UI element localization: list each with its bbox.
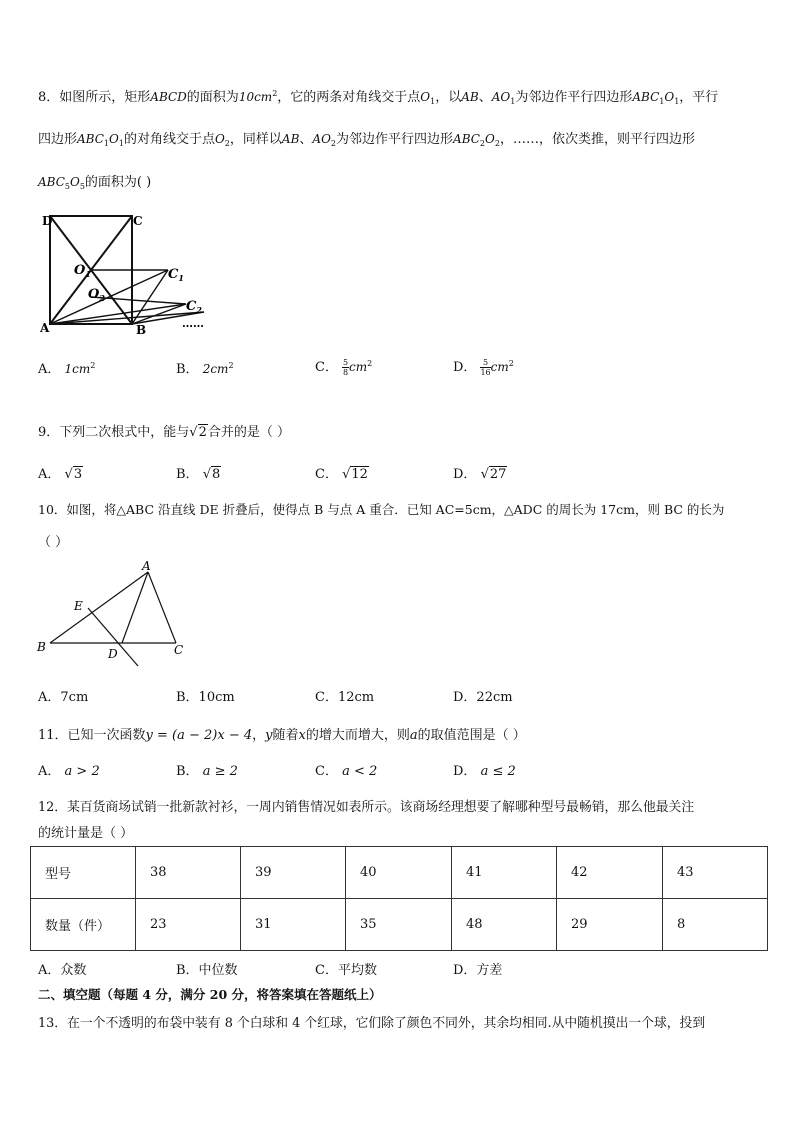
q9-option-b[interactable]: B． √8	[176, 467, 221, 482]
table-row	[31, 899, 768, 951]
table-cell: 43	[663, 847, 768, 899]
q11-stem: 11．已知一次函数y = (a − 2)x − 4，y随着x的增大而增大，则a的取值范围是（ ）	[38, 728, 526, 743]
q10-line1: 10．如图，将△ABC 沿直线 DE 折叠后，使得点 B 与点 A 重合．已知 AC=5cm，△ADC 的周长为 17cm，则 BC 的长为	[38, 502, 725, 517]
label-D: D	[42, 214, 53, 228]
q8-line1: 8．如图所示，矩形ABCD的面积为$10cm^2$，它的两条对角线交于点$O_1$，以AB、$AO_1$为邻边作平行四边形$ABC_1O_1$，平行	[38, 89, 719, 106]
table-cell: 48	[452, 899, 557, 951]
label-C1: $C_1$	[168, 267, 184, 283]
q8-line3: $ABC_5O_5$的面积为( )	[38, 175, 152, 191]
q12-option-b[interactable]: B．中位数	[176, 963, 238, 978]
table-cell: 29	[557, 899, 663, 951]
table-row	[31, 847, 768, 899]
q10-option-b[interactable]: B．10cm	[176, 690, 235, 705]
table-cell: 42	[557, 847, 663, 899]
q12-option-a[interactable]: A．众数	[38, 963, 87, 978]
q8-option-a[interactable]: A． $1cm^2$	[38, 361, 96, 377]
label-C: C	[174, 643, 184, 657]
q12-line1: 12．某百货商场试销一批新款衬衫，一周内销售情况如表所示。该商场经理想要了解哪种型号最畅销，那么他最关注	[38, 800, 695, 815]
q11-option-a[interactable]: A． a > 2	[38, 764, 100, 779]
table-cell: 39	[241, 847, 346, 899]
q8-line2: 四边形$ABC_1O_1$的对角线交于点$O_2$，同样以AB、$AO_2$为邻边作平行四边形$ABC_2O_2$，……，依次类推，则平行四边形	[38, 132, 695, 148]
q12-option-d[interactable]: D．方差	[453, 963, 503, 978]
q9-option-a[interactable]: A． √3	[38, 467, 83, 482]
table-cell: 38	[136, 847, 241, 899]
q10-option-c[interactable]: C．12cm	[315, 690, 375, 705]
section-heading: 二、填空题（每题 4 分，满分 20 分，将答案填在答题纸上）	[38, 987, 382, 1002]
q10-option-d[interactable]: D．22cm	[453, 690, 513, 705]
table-cell: 40	[346, 847, 452, 899]
q8-option-c[interactable]: C． $\frac{5}{8}$ $cm^2$	[315, 358, 373, 377]
q9-option-d[interactable]: D． √27	[453, 467, 507, 482]
label-B: B	[37, 640, 46, 654]
table-cell: 23	[136, 899, 241, 951]
label-D: D	[108, 647, 118, 661]
label-dots: ……	[182, 317, 204, 330]
table-cell: 35	[346, 899, 452, 951]
label-A: A	[40, 321, 50, 335]
q9-option-c[interactable]: C． √12	[315, 467, 368, 482]
q13-stem: 13．在一个不透明的布袋中装有 8 个白球和 4 个红球，它们除了颜色不同外，其余均相同.从中随机摸出一个球，投到	[38, 1016, 706, 1031]
label-E: E	[74, 599, 83, 613]
q8-option-d[interactable]: D． $\frac{5}{16}$ $cm^2$	[453, 358, 514, 377]
label-B: B	[136, 323, 147, 337]
table-cell: 型号	[31, 847, 136, 899]
table-cell: 数量（件）	[31, 899, 136, 951]
q12-line2: 的统计量是（ ）	[38, 826, 134, 841]
q10-line2: （ ）	[38, 535, 69, 550]
label-A: A	[142, 559, 151, 573]
table-cell: 41	[452, 847, 557, 899]
q8-figure	[36, 208, 226, 344]
label-C2: $C_2$	[186, 299, 202, 315]
q9-stem: 9．下列二次根式中，能与√2合并的是（ ）	[38, 425, 290, 440]
table-cell: 31	[241, 899, 346, 951]
table-cell: 8	[663, 899, 768, 951]
q8-option-b[interactable]: B． $2cm^2$	[176, 361, 234, 377]
q10-option-a[interactable]: A．7cm	[38, 690, 89, 705]
q11-option-d[interactable]: D． a ≤ 2	[453, 764, 516, 779]
q10-figure	[34, 558, 194, 670]
label-C: C	[133, 214, 143, 228]
q11-option-b[interactable]: B． a ≥ 2	[176, 764, 238, 779]
q12-option-c[interactable]: C．平均数	[315, 963, 377, 978]
label-O2: $O_2$	[88, 287, 105, 303]
q11-option-c[interactable]: C． a < 2	[315, 764, 378, 779]
sales-table	[30, 846, 768, 951]
label-O1: $O_1$	[74, 263, 91, 279]
